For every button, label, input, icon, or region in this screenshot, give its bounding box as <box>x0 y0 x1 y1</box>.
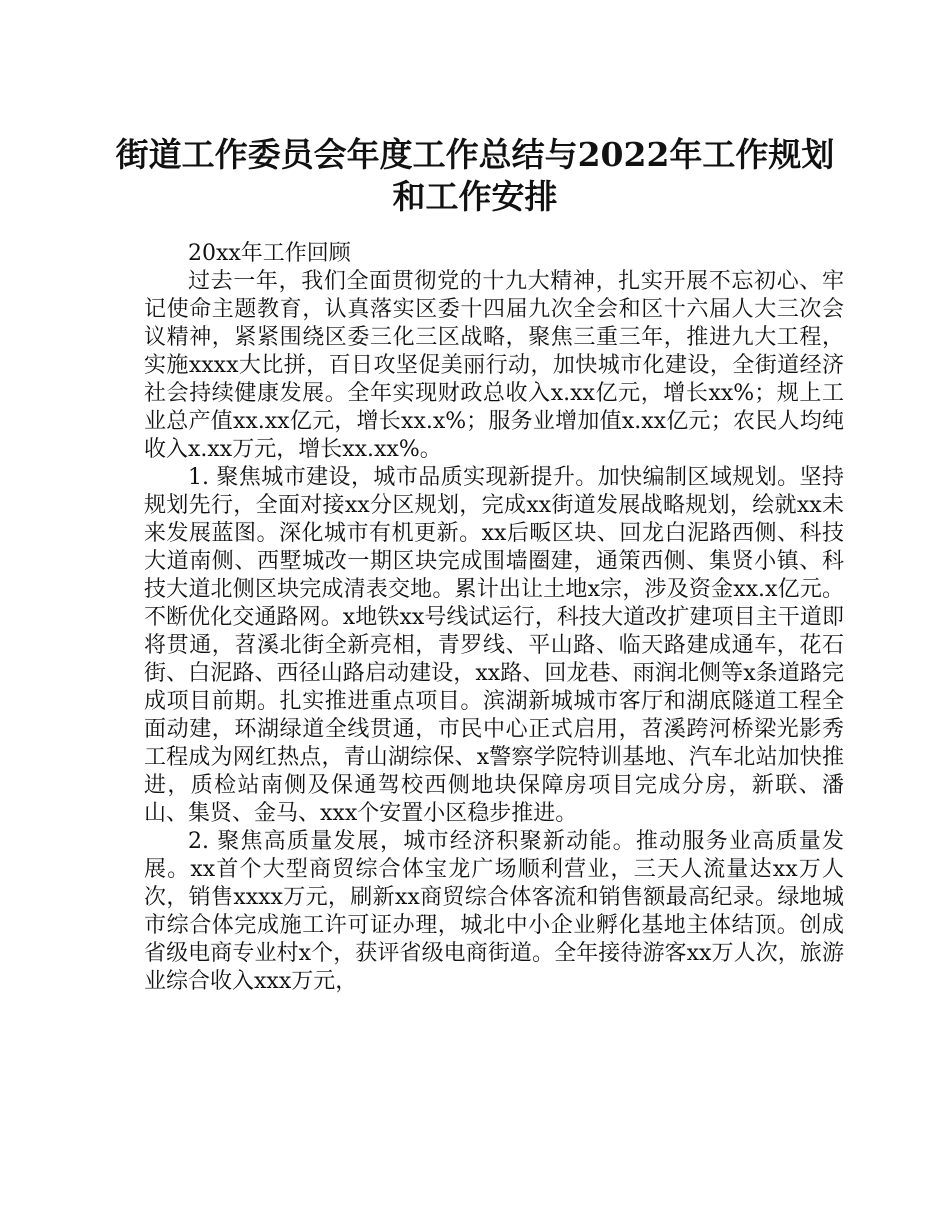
document-title: 街道工作委员会年度工作总结与2022年工作规划和工作安排 <box>115 135 835 216</box>
paragraph-urban-construction: 1. 聚焦城市建设，城市品质实现新提升。加快编制区域规划。坚持规划先行，全面对接xx分区规划，完成xx街道发展战略规划，绘就xx未来发展蓝图。深化城市有机更新。xx后畈区块、回龙白泥路西侧、科技大道南侧、西墅城改一期区块完成围墙圈建，通策西侧、集贤小镇、科技大道北侧区块完成清表交地。累计出让土地x宗，涉及资金xx.x亿元。不断优化交通路网。x地铁xx号线试运行，科技大道改扩建项目主干道即将贯通，苕溪北街全新亮相，青罗线、平山路、临天路建成通车，花石街、白泥路、西径山路启动建设，xx路、回龙巷、雨润北侧等x条道路完成项目前期。扎实推进重点项目。滨湖新城城市客厅和湖底隧道工程全面动建，环湖绿道全线贯通，市民中心正式启用，苕溪跨河桥梁光影秀工程成为网红热点，青山湖综保、x警察学院特训基地、汽车北站加快推进，质检站南侧及保通驾校西侧地块保障房项目完成分房，新联、潘山、集贤、金马、xxx个安置小区稳步推进。 <box>144 465 844 826</box>
paragraph-overview: 过去一年，我们全面贯彻党的十九大精神，扎实开展不忘初心、牢记使命主题教育，认真落实区委十四届九次全会和区十六届人大三次会议精神，紧紧围绕区委三化三区战略，聚焦三重三年，推进九大工程，实施xxxx大比拼，百日攻坚促美丽行动，加快城市化建设，全街道经济社会持续健康发展。全年实现财政总收入x.xx亿元，增长xx%；规上工业总产值xx.xx亿元，增长xx.x%；服务业增加值x.xx亿元；农民人均纯收入x.xx万元，增长xx.xx%。 <box>144 269 844 462</box>
document-body <box>144 240 844 996</box>
paragraph-high-quality-development: 2. 聚焦高质量发展，城市经济积聚新动能。推动服务业高质量发展。xx首个大型商贸综合体宝龙广场顺利营业，三天人流量达xx万人次，销售xxxx万元，刷新xx商贸综合体客流和销售额最高纪录。绿地城市综合体完成施工许可证办理，城北中小企业孵化基地主体结顶。创成省级电商专业村x个，获评省级电商街道。全年接待游客xx万人次，旅游业综合收入xxx万元， <box>144 829 844 994</box>
section-heading-review: 20xx年工作回顾 <box>188 241 351 266</box>
